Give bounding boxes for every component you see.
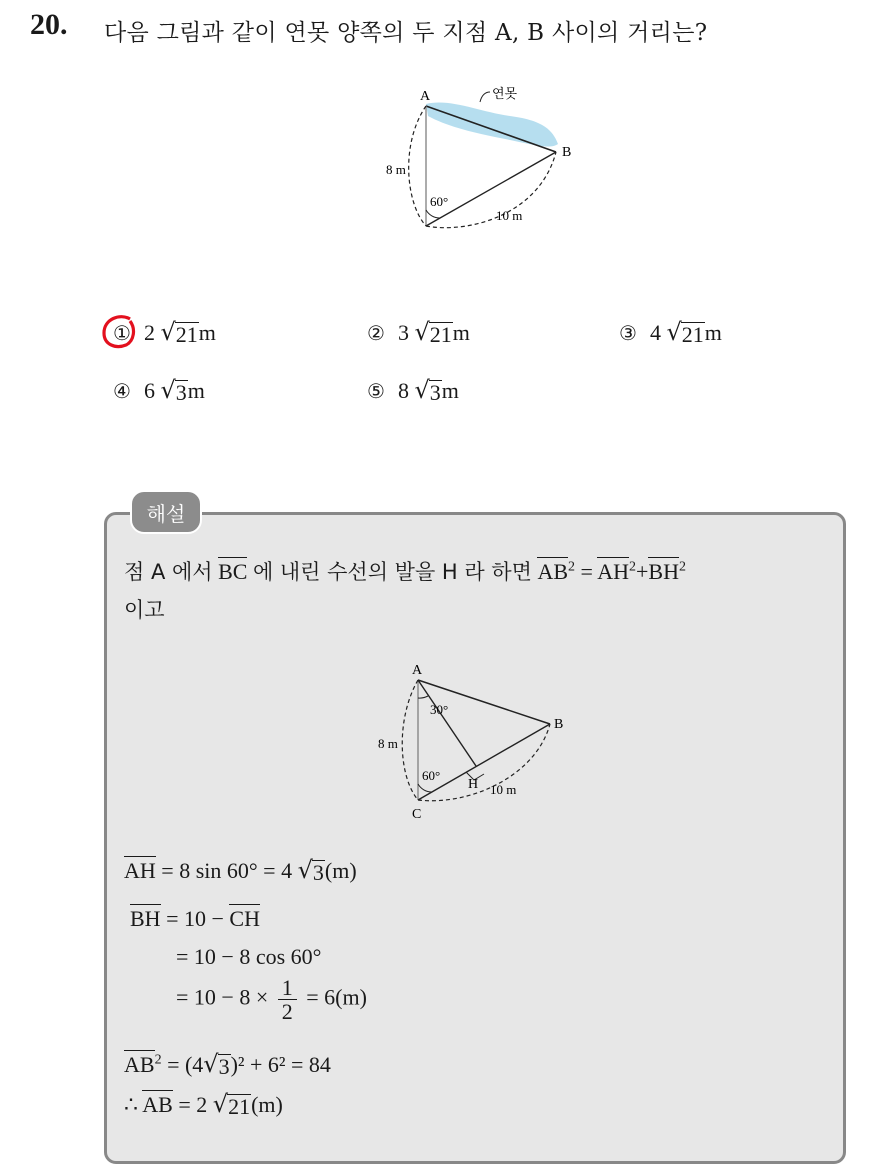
fraction-half: $\frac{1}{2}$: [278, 976, 297, 1023]
label-h: H: [468, 777, 479, 792]
arc-left: [409, 106, 426, 226]
segment-ah: [418, 680, 476, 766]
sqrt-3: √ 3: [414, 376, 441, 405]
eq-ah: AH = 8 sin 60° = 4 √ 3 (m): [124, 856, 357, 885]
eq-bh: BH = 10 − CH: [130, 906, 260, 931]
pond-figure: [380, 84, 610, 244]
question-number: 20.: [30, 8, 68, 41]
sqrt-3: √ 3: [160, 376, 187, 405]
choice-5[interactable]: ⑤ 8 √ 3 m: [367, 376, 459, 405]
label-8m: 8 m: [386, 162, 406, 177]
question-text: 다음 그림과 같이 연못 양쪽의 두 지점 A, B 사이의 거리는?: [104, 20, 708, 46]
eq-bh-3: = 10 − 8 × $\frac{1}{2}$ = 6(m): [176, 975, 367, 1025]
label-b: B: [554, 717, 564, 732]
label-10m: 10 m: [496, 208, 523, 223]
eq-bh-2: = 10 − 8 cos 60°: [176, 944, 322, 969]
triangle-figure: [370, 658, 590, 828]
solution-line-2: 이고: [124, 598, 165, 622]
label-b: B: [562, 145, 572, 160]
solution-tag: 해설: [130, 490, 202, 534]
pond-shape: [426, 103, 558, 147]
eq-ab-result: ∴ AB = 2 √ 21 (m): [124, 1090, 283, 1119]
label-a: A: [420, 89, 431, 104]
label-c: C: [412, 807, 422, 822]
choice-1[interactable]: ① 2 √ 21 m: [113, 318, 216, 347]
angle-arc: [426, 210, 440, 218]
label-60: 60°: [422, 768, 441, 783]
pond-pointer: [480, 92, 490, 102]
sqrt-21: √ 21: [160, 318, 198, 347]
label-30: 30°: [430, 702, 449, 717]
choice-3[interactable]: ③ 4 √ 21 m: [619, 318, 722, 347]
angle-60-arc: [418, 784, 432, 792]
label-60: 60°: [430, 194, 449, 209]
segment-cb: [418, 724, 550, 800]
choice-4[interactable]: ④ 6 √ 3 m: [113, 376, 205, 405]
solution-line-1: 점 A 에서 BC 에 내린 수선의 발을 H 라 하면 $AB^2 = AH^2+BH^2$: [124, 559, 686, 584]
label-a: A: [412, 663, 423, 678]
label-10m: 10 m: [490, 782, 517, 797]
sqrt-21: √ 21: [414, 318, 452, 347]
angle-30-arc: [418, 696, 428, 698]
arc-left: [402, 680, 418, 800]
label-pond: 연못: [492, 87, 518, 102]
label-8m: 8 m: [378, 736, 398, 751]
choice-2[interactable]: ② 3 √ 21 m: [367, 318, 470, 347]
eq-ab-squared: $AB^2 = (4$ √ 3 )² + 6² = 84: [124, 1050, 331, 1079]
sqrt-21: √ 21: [666, 318, 704, 347]
